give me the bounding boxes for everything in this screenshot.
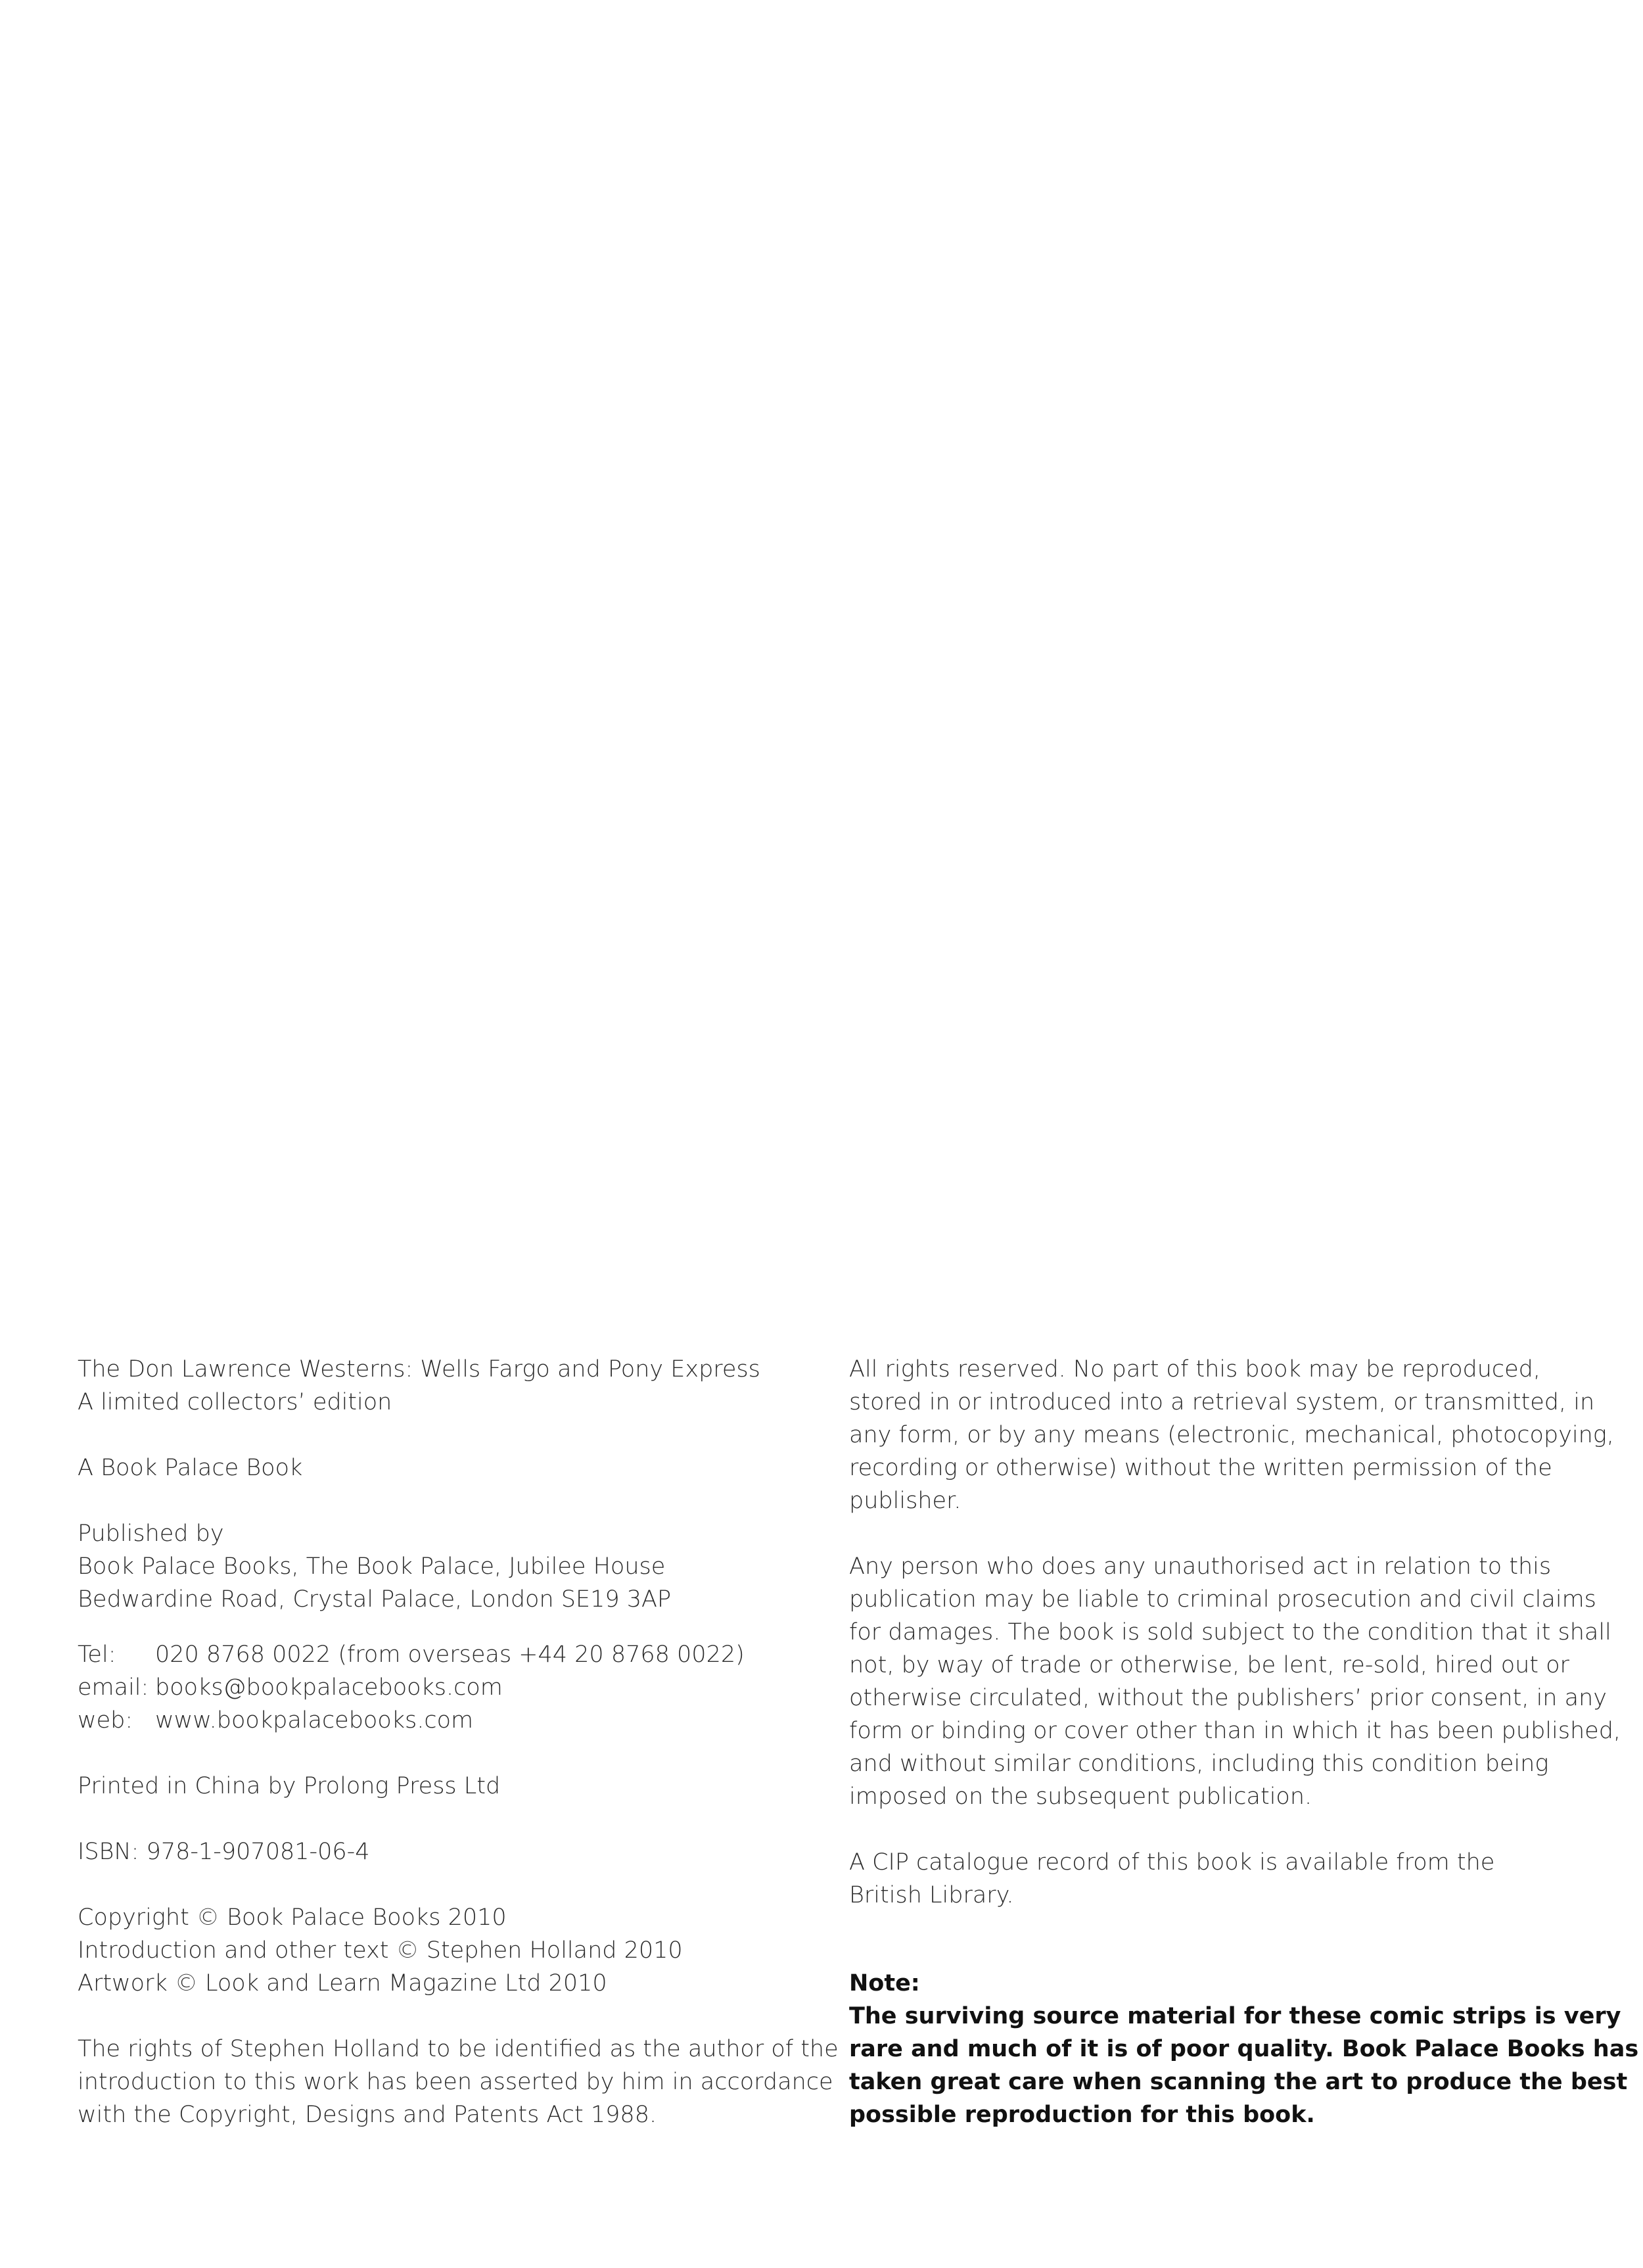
tel-value: 020 8768 0022 (from overseas +44 20 8768 0022) — [155, 1642, 745, 1668]
imprint-column-right — [849, 1353, 1639, 2131]
liability-line-7: and without similar conditions, including this condition being — [849, 1751, 1549, 1777]
copyright-line-1: Copyright © Book Palace Books 2010 — [78, 1904, 507, 1931]
liability-line-5: otherwise circulated, without the publishers’ prior consent, in any — [849, 1685, 1607, 1711]
imprint-line: A Book Palace Book — [78, 1455, 303, 1481]
imprint-column-left — [78, 1353, 839, 2131]
liability-line-2: publication may be liable to criminal prosecution and civil claims — [849, 1586, 1596, 1613]
address-line-2: Bedwardine Road, Crystal Palace, London SE19 3AP — [78, 1586, 672, 1613]
cip-line-2: British Library. — [849, 1882, 1014, 1908]
book-title-block — [78, 1353, 833, 1419]
email-label: email: — [78, 1674, 149, 1701]
all-rights-reserved-paragraph — [849, 1353, 1614, 1517]
email-value: books@bookpalacebooks.com — [155, 1674, 503, 1701]
copyright-block — [78, 1901, 833, 2000]
note-line-4: possible reproduction for this book. — [849, 2102, 1315, 2128]
reserved-line-5: publisher. — [849, 1488, 961, 1514]
cip-line-1: A CIP catalogue record of this book is available from the — [849, 1849, 1495, 1876]
reserved-line-2: stored in or introduced into a retrieval system, or transmitted, in — [849, 1389, 1595, 1415]
rights-line-3: with the Copyright, Designs and Patents Act 1988. — [78, 2102, 657, 2128]
rights-line-1: The rights of Stephen Holland to be identified as the author of the — [78, 2036, 839, 2062]
isbn-line: ISBN: 978-1-907081-06-4 — [78, 1839, 370, 1865]
note-title: Note: — [849, 1970, 920, 1996]
copyright-line-2: Introduction and other text © Stephen Holland 2010 — [78, 1937, 683, 1964]
book-title: The Don Lawrence Westerns: Wells Fargo and Pony Express — [78, 1356, 760, 1382]
email-row — [78, 1671, 833, 1704]
cip-paragraph — [849, 1846, 1585, 1912]
reserved-line-4: recording or otherwise) without the written permission of the — [849, 1455, 1552, 1481]
note-line-2: rare and much of it is of poor quality. Book Palace Books has — [849, 2036, 1639, 2062]
note-block — [849, 1967, 1639, 2131]
web-value: www.bookpalacebooks.com — [155, 1707, 474, 1734]
liability-line-6: form or binding or cover other than in which it has been published, — [849, 1718, 1621, 1744]
rights-line-2: introduction to this work has been asserted by him in accordance — [78, 2069, 833, 2095]
note-line-3: taken great care when scanning the art to produce the best — [849, 2069, 1628, 2095]
reserved-line-3: any form, or by any means (electronic, mechanical, photocopying, — [849, 1422, 1614, 1448]
edition-line: A limited collectors’ edition — [78, 1389, 392, 1415]
reserved-line-1: All rights reserved. No part of this book may be reproduced, — [849, 1356, 1541, 1382]
liability-line-4: not, by way of trade or otherwise, be lent, re-sold, hired out or — [849, 1652, 1569, 1678]
contact-block — [78, 1638, 833, 1737]
printed-line: Printed in China by Prolong Press Ltd — [78, 1773, 501, 1799]
published-by-label: Published by — [78, 1521, 224, 1547]
address-line-1: Book Palace Books, The Book Palace, Jubilee House — [78, 1553, 666, 1580]
liability-line-8: imposed on the subsequent publication. — [849, 1784, 1312, 1810]
tel-row — [78, 1638, 833, 1671]
rights-block — [78, 2033, 839, 2131]
web-row — [78, 1704, 833, 1737]
publisher-block — [78, 1517, 833, 1616]
copyright-line-3: Artwork © Look and Learn Magazine Ltd 2010 — [78, 1970, 607, 1996]
liability-paragraph — [849, 1550, 1621, 1813]
liability-line-3: for damages. The book is sold subject to the condition that it shall — [849, 1619, 1611, 1645]
web-label: web: — [78, 1707, 133, 1734]
note-line-1: The surviving source material for these comic strips is very — [849, 2003, 1621, 2029]
tel-label: Tel: — [78, 1642, 116, 1668]
liability-line-1: Any person who does any unauthorised act in relation to this — [849, 1553, 1552, 1580]
